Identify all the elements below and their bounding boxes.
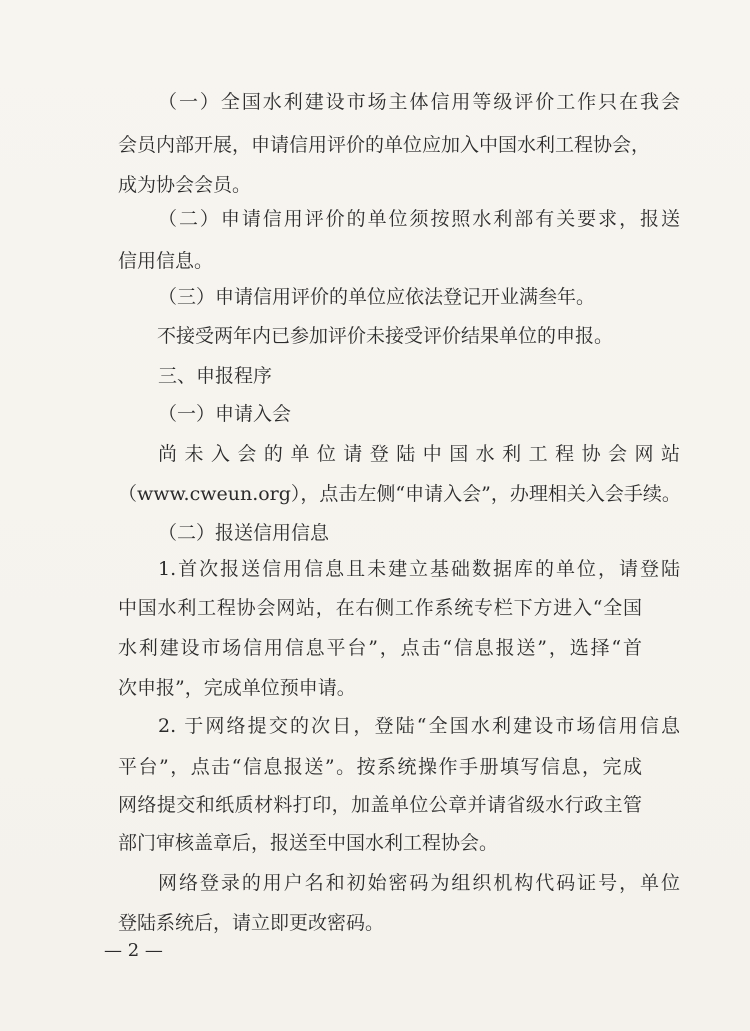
paragraph-line-14: 中国水利工程协会网站，在右侧工作系统专栏下方进入“全国 — [118, 597, 642, 619]
paragraph-line-21: 网络登录的用户名和初始密码为组织机构代码证号，单位 — [158, 872, 680, 894]
paragraph-line-6: （三）申请信用评价的单位应依法登记开业满叁年。 — [158, 286, 596, 308]
paragraph-line-17: 2. 于网络提交的次日，登陆“全国水利建设市场信用信息 — [158, 715, 680, 737]
subheading-credit-info: （二）报送信用信息 — [158, 522, 330, 544]
paragraph-line-7: 不接受两年内已参加评价未接受评价结果单位的申报。 — [157, 325, 614, 347]
paragraph-line-18: 平台”，点击“信息报送”。按系统操作手册填写信息，完成 — [118, 756, 642, 778]
paragraph-line-19: 网络提交和纸质材料打印，加盖单位公章并请省级水行政主管 — [118, 794, 642, 816]
paragraph-line-22: 登陆系统后，请立即更改密码。 — [118, 912, 385, 934]
paragraph-line-13: 1.首次报送信用信息且未建立基础数据库的单位，请登陆 — [158, 558, 680, 580]
paragraph-line-3: 成为协会会员。 — [118, 174, 252, 196]
paragraph-line-4: （二）申请信用评价的单位须按照水利部有关要求，报送 — [158, 208, 680, 230]
paragraph-line-15: 水利建设市场信用信息平台”，点击“信息报送”，选择“首 — [118, 637, 642, 659]
page-number: — 2 — — [104, 940, 163, 961]
paragraph-line-5: 信用信息。 — [118, 250, 214, 272]
paragraph-line-11: （www.cweun.org），点击左侧“申请入会”，办理相关入会手续。 — [118, 483, 681, 505]
section-heading: 三、申报程序 — [158, 365, 273, 387]
paragraph-line-1: （一）全国水利建设市场主体信用等级评价工作只在我会 — [158, 91, 680, 113]
paragraph-line-16: 次申报”，完成单位预申请。 — [118, 677, 356, 699]
paragraph-line-10: 尚未入会的单位请登陆中国水利工程协会网站 — [158, 443, 680, 465]
paragraph-line-20: 部门审核盖章后，报送至中国水利工程协会。 — [118, 832, 499, 854]
paragraph-line-2: 会员内部开展，申请信用评价的单位应加入中国水利工程协会， — [118, 134, 651, 156]
subheading-membership: （一）申请入会 — [158, 403, 292, 425]
